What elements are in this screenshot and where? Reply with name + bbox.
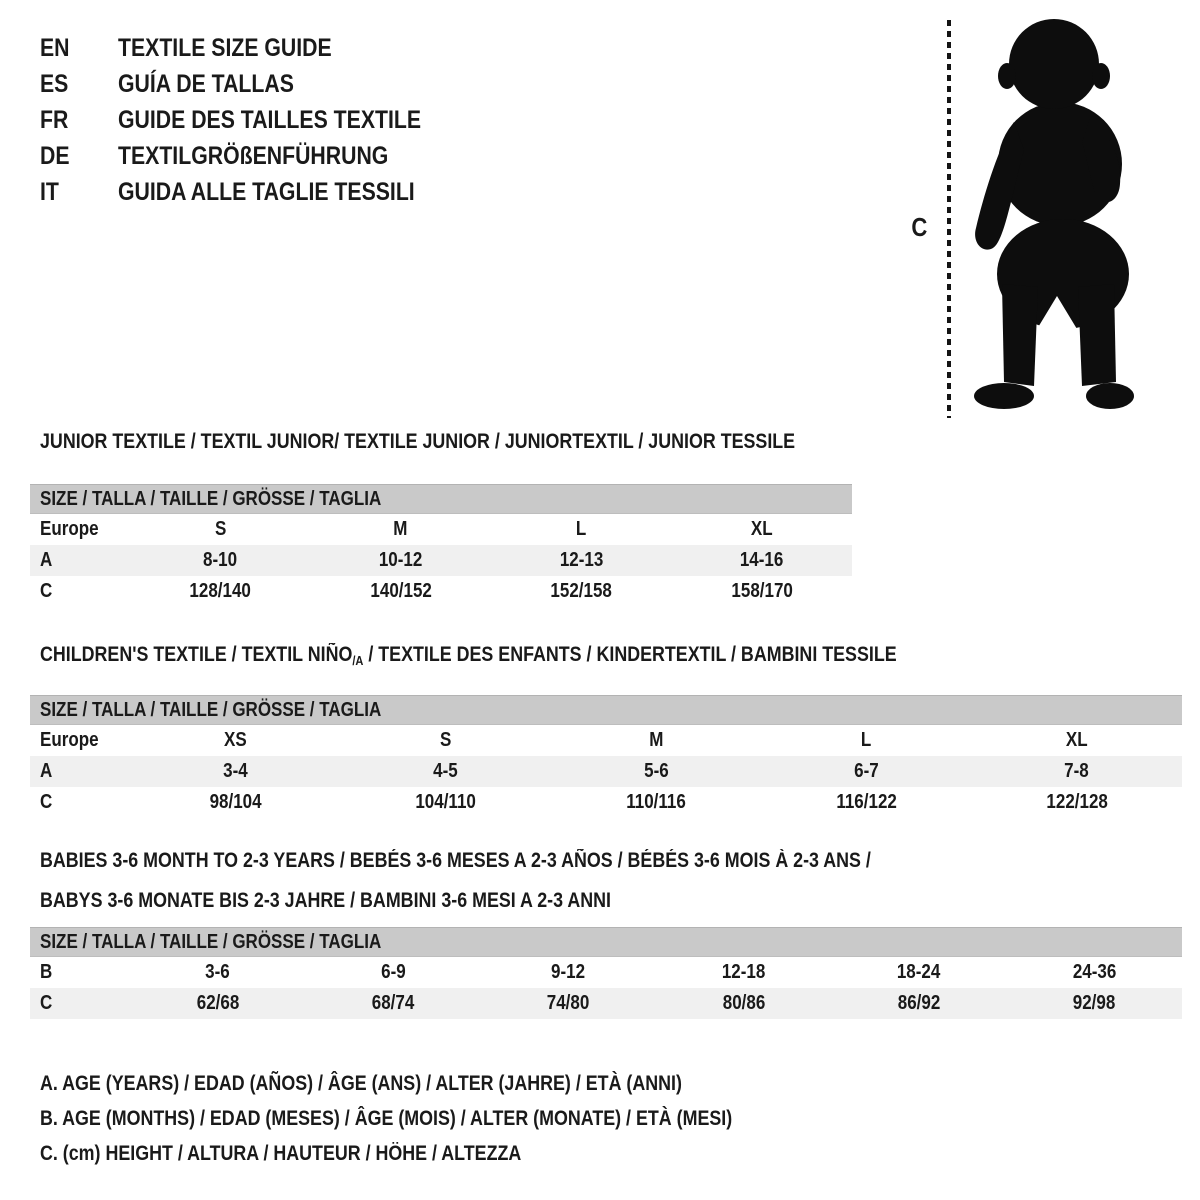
size-value [491, 576, 672, 607]
size-value-text: 6-9 [380, 961, 406, 983]
size-value-text: 6-7 [854, 760, 879, 782]
row-label [30, 787, 130, 818]
section-heading-children [40, 643, 1182, 673]
size-value-text: XL [1065, 729, 1088, 751]
section-heading-text: CHILDREN'S TEXTILE / TEXTIL $NIÑO_{/A}$ / TEXTILE DES ENFANTS / KINDERTEXTIL / BAMBINI TESSILE [40, 643, 897, 668]
table-row [30, 957, 1182, 988]
table-row [30, 787, 1182, 818]
row-label [30, 988, 130, 1019]
size-table-header [30, 695, 1182, 725]
table-row [30, 725, 1182, 756]
size-value [340, 787, 550, 818]
size-table-junior [30, 484, 852, 607]
size-value-text: 7-8 [1064, 760, 1090, 782]
legend-line-c: C. (cm) HEIGHT / ALTURA / HAUTEUR / HÖHE / ALTEZZA [40, 1142, 522, 1165]
size-value-text: XS [223, 729, 247, 751]
size-value [305, 988, 480, 1019]
row-label-text: C [40, 580, 53, 602]
size-table-header-text: SIZE / TALLA / TAILLE / GRÖSSE / TAGLIA [40, 488, 382, 510]
language-header [40, 30, 475, 210]
size-value [551, 756, 761, 787]
size-value-text: M [648, 729, 664, 751]
row-label-text: A [40, 549, 53, 571]
size-value-text: 5-6 [643, 760, 669, 782]
size-value-text: 24-36 [1072, 961, 1117, 983]
size-table-header [30, 927, 1182, 957]
row-label [30, 725, 130, 756]
section-heading-text: JUNIOR TEXTILE / TEXTIL JUNIOR/ TEXTILE JUNIOR / JUNIORTEXTIL / JUNIOR TESSILE [40, 430, 796, 453]
section-heading-text: BABYS 3-6 MONATE BIS 2-3 JAHRE / BAMBINI 3-6 MESI A 2-3 ANNI [40, 889, 611, 912]
language-row [40, 30, 475, 66]
size-value [972, 787, 1182, 818]
size-value [491, 514, 672, 545]
row-label-text: Europe [40, 518, 99, 540]
row-label-text: C [40, 791, 53, 813]
size-value [672, 514, 853, 545]
size-value [130, 576, 311, 607]
language-row [40, 174, 475, 210]
table-row [30, 988, 1182, 1019]
size-value-text: 152/158 [550, 580, 612, 602]
size-value-text: 74/80 [547, 992, 590, 1014]
size-value-text: S [439, 729, 452, 751]
language-title: GUIDA ALLE TAGLIE TESSILI [118, 178, 415, 206]
legend [40, 1066, 854, 1171]
language-title: GUÍA DE TALLAS [118, 70, 294, 98]
size-value-text: 98/104 [209, 791, 262, 813]
size-value-text: 3-6 [205, 961, 230, 983]
row-label-text: B [40, 961, 53, 983]
size-value-text: 14-16 [740, 549, 784, 571]
size-value [130, 957, 305, 988]
language-title: TEXTILGRÖßENFÜHRUNG [118, 142, 389, 170]
table-row [30, 576, 852, 607]
language-title: GUIDE DES TAILLES TEXTILE [118, 106, 422, 134]
size-value [340, 756, 550, 787]
section-heading-text: BABIES 3-6 MONTH TO 2-3 YEARS / BEBÉS 3-6 MESES A 2-3 AÑOS / BÉBÉS 3-6 MOIS À 2-3 ANS / [40, 849, 871, 872]
size-value [340, 725, 550, 756]
row-label [30, 576, 130, 607]
size-value [130, 787, 340, 818]
size-value-text: 104/110 [415, 791, 476, 813]
size-value [831, 988, 1006, 1019]
language-code: IT [40, 178, 59, 206]
size-value [672, 576, 853, 607]
language-code: DE [40, 142, 70, 170]
size-value [972, 725, 1182, 756]
language-row [40, 138, 475, 174]
size-value-text: L [576, 518, 587, 540]
row-label-text: C [40, 992, 53, 1014]
size-value-text: 68/74 [371, 992, 415, 1014]
legend-line-a: A. AGE (YEARS) / EDAD (AÑOS) / ÂGE (ANS) / ALTER (JAHRE) / ETÀ (ANNI) [40, 1072, 682, 1095]
size-value-text: 18-24 [897, 961, 941, 983]
size-value-text: 8-10 [203, 549, 238, 571]
size-value-text: 158/170 [731, 580, 793, 602]
size-value [311, 576, 492, 607]
table-row [30, 514, 852, 545]
baby-silhouette-icon [962, 14, 1142, 416]
size-value [491, 545, 672, 576]
section-heading-babies [40, 841, 1182, 921]
size-value-text: 116/122 [836, 791, 897, 813]
size-value [761, 787, 971, 818]
size-value-text: 3-4 [222, 760, 248, 782]
size-value-text: 4-5 [433, 760, 458, 782]
section-children-textile [30, 643, 1182, 818]
size-value [656, 988, 831, 1019]
row-label [30, 957, 130, 988]
size-value [551, 787, 761, 818]
language-code: ES [40, 70, 69, 98]
language-row [40, 102, 475, 138]
size-value-text: 9-12 [551, 961, 586, 983]
size-value [130, 725, 340, 756]
table-row [30, 756, 1182, 787]
size-value-text: 128/140 [189, 580, 251, 602]
size-value-text: 122/128 [1046, 791, 1108, 813]
heading-subscript: /A [352, 653, 364, 668]
size-value-text: 92/98 [1073, 992, 1116, 1014]
size-value [656, 957, 831, 988]
size-value [311, 545, 492, 576]
size-value [311, 514, 492, 545]
size-value-text: 86/92 [897, 992, 941, 1014]
size-value [1007, 988, 1182, 1019]
size-value [130, 756, 340, 787]
language-title: TEXTILE SIZE GUIDE [118, 34, 332, 62]
size-value [831, 957, 1006, 988]
size-value [130, 514, 311, 545]
size-value-text: S [214, 518, 226, 540]
size-value [481, 957, 656, 988]
size-value [972, 756, 1182, 787]
size-value [1007, 957, 1182, 988]
size-table-children [30, 695, 1182, 818]
size-value-text: M [393, 518, 408, 540]
size-value-text: XL [750, 518, 773, 540]
row-label-text: A [40, 760, 53, 782]
language-code: EN [40, 34, 70, 62]
size-value-text: 12-13 [559, 549, 603, 571]
row-label [30, 756, 130, 787]
size-value-text: L [861, 729, 872, 751]
size-value-text: 62/68 [196, 992, 239, 1014]
row-label-text: Europe [40, 729, 99, 751]
size-value-text: 110/116 [626, 791, 686, 813]
size-value [761, 725, 971, 756]
size-value-text: 10-12 [379, 549, 423, 571]
row-label [30, 514, 130, 545]
size-table-header-text: SIZE / TALLA / TAILLE / GRÖSSE / TAGLIA [40, 931, 382, 953]
size-value [672, 545, 853, 576]
size-value [305, 957, 480, 988]
size-value [481, 988, 656, 1019]
size-value [761, 756, 971, 787]
row-label [30, 545, 130, 576]
size-table-header [30, 484, 852, 514]
size-table-babies [30, 927, 1182, 1019]
size-value [130, 988, 305, 1019]
section-junior-textile [30, 430, 852, 607]
section-babies-textile [30, 841, 1182, 1019]
legend-line-b: B. AGE (MONTHS) / EDAD (MESES) / ÂGE (MOIS) / ALTER (MONATE) / ETÀ (MESI) [40, 1107, 733, 1130]
size-table-header-text: SIZE / TALLA / TAILLE / GRÖSSE / TAGLIA [40, 699, 382, 721]
size-value-text: 140/152 [370, 580, 432, 602]
table-row [30, 545, 852, 576]
height-measure-dashed-line [947, 20, 951, 418]
language-code: FR [40, 106, 69, 134]
size-value-text: 80/86 [722, 992, 765, 1014]
height-measure-label: C [911, 212, 928, 242]
section-heading-junior [40, 430, 852, 454]
section-heading-line [40, 881, 1182, 921]
size-value-text: 12-18 [721, 961, 766, 983]
section-heading-line [40, 841, 1182, 881]
size-value [551, 725, 761, 756]
size-value [130, 545, 311, 576]
language-row [40, 66, 475, 102]
